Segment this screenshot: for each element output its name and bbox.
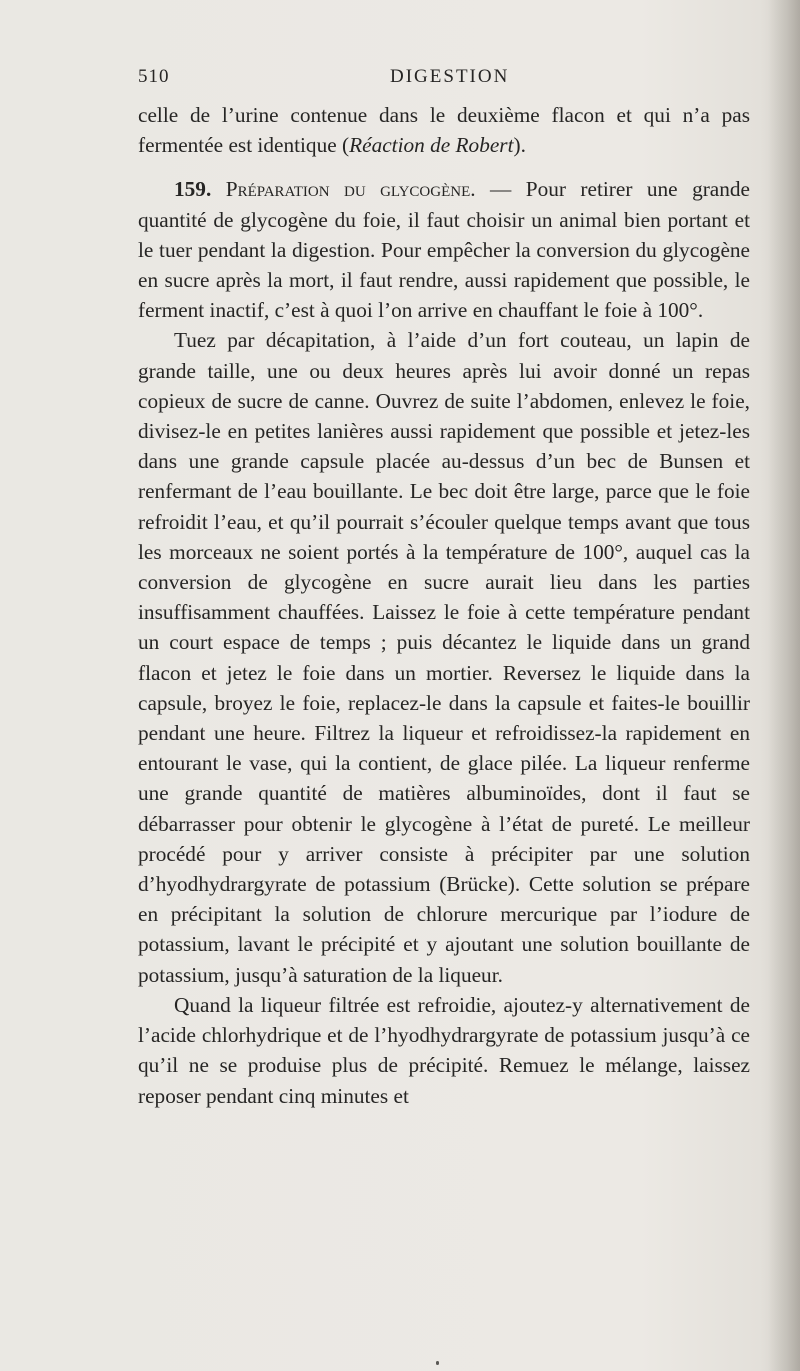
section-title: Préparation du glycogène. xyxy=(225,177,476,202)
page-edge-shadow xyxy=(768,0,800,1371)
running-head xyxy=(138,66,750,90)
section-number: 159. xyxy=(174,177,212,202)
paragraph-text: celle de l’urine contenue dans le deuxième flacon et qui n’a pas fermentée est identique ( xyxy=(138,103,750,158)
print-speck xyxy=(436,1361,439,1365)
paragraph-continuation xyxy=(138,100,750,160)
body-text xyxy=(138,100,750,1111)
section-159 xyxy=(138,174,750,325)
paragraph-continuation-2: Quand la liqueur filtrée est refroidie, ajoutez-y alternativement de l’acide chlorhydrique et de l’hyodhydrargyrate de potassium jusqu’à ce qu’il ne se produise plus de précipité. Remuez le mélange, laissez reposer pendant cinq minutes et xyxy=(138,992,750,1108)
running-title: DIGESTION xyxy=(390,66,510,87)
page-number: 510 xyxy=(138,66,170,87)
section-text: — Pour retirer une grande quantité de glycogène du foie, il faut choisir un animal bien portant et le tuer pendant la digestion. Pour empêcher la conversion du glycogène en sucre après la mort, il faut rendre, aussi rapidement que possible, le ferment inactif, c’est à quoi l’on arrive en chauffant le foie à 100°. xyxy=(138,177,751,323)
paragraph-procedure: Tuez par décapitation, à l’aide d’un fort couteau, un lapin de grande taille, une ou deux heures après lui avoir donné un repas copieux de sucre de canne. Ouvrez de suite l’abdomen, enlevez le foie, divisez-le en petites lanières aussi rapidement que possible et jetez-les dans une grande capsule placée au-dessus d’un bec de Bunsen et renfermant de l’eau bouillante. Le bec doit être large, parce que le foie refroidit l’eau, et qu’il pourrait s’écouler quelque temps avant que tous les morceaux ne soient portés à la température de 100°, auquel cas la conversion de glycogène en sucre aurait lieu dans les parties insuffisamment chauffées. Laissez le foie à cette température pendant un court espace de temps ; puis décantez le liquide dans un grand flacon et jetez le foie dans un mortier. Reversez le liquide dans la capsule, broyez le foie, replacez-le dans la capsule et faites-le bouillir pendant une heure. Filtrez la liqueur et refroidissez-la rapidement en entourant le vase, qui la contient, de glace pilée. La liqueur renferme une grande quantité de matières albuminoïdes, dont il faut se débarrasser pour obtenir le glycogène à l’état de pureté. Le meilleur procédé pour y arriver consiste à précipiter par une solution d’hyodhydrargyrate de potassium (Brücke). Cette solution se prépare en précipitant la solution de chlorure mercurique par l’iodure de potassium, lavant le précipité et y ajoutant une solution bouillante de potassium, jusqu’à saturation de la liqueur. xyxy=(138,328,750,987)
section-gap xyxy=(138,160,750,174)
italic-reference: Réaction de Robert xyxy=(349,133,514,158)
paragraph-text-end: ). xyxy=(513,133,526,158)
